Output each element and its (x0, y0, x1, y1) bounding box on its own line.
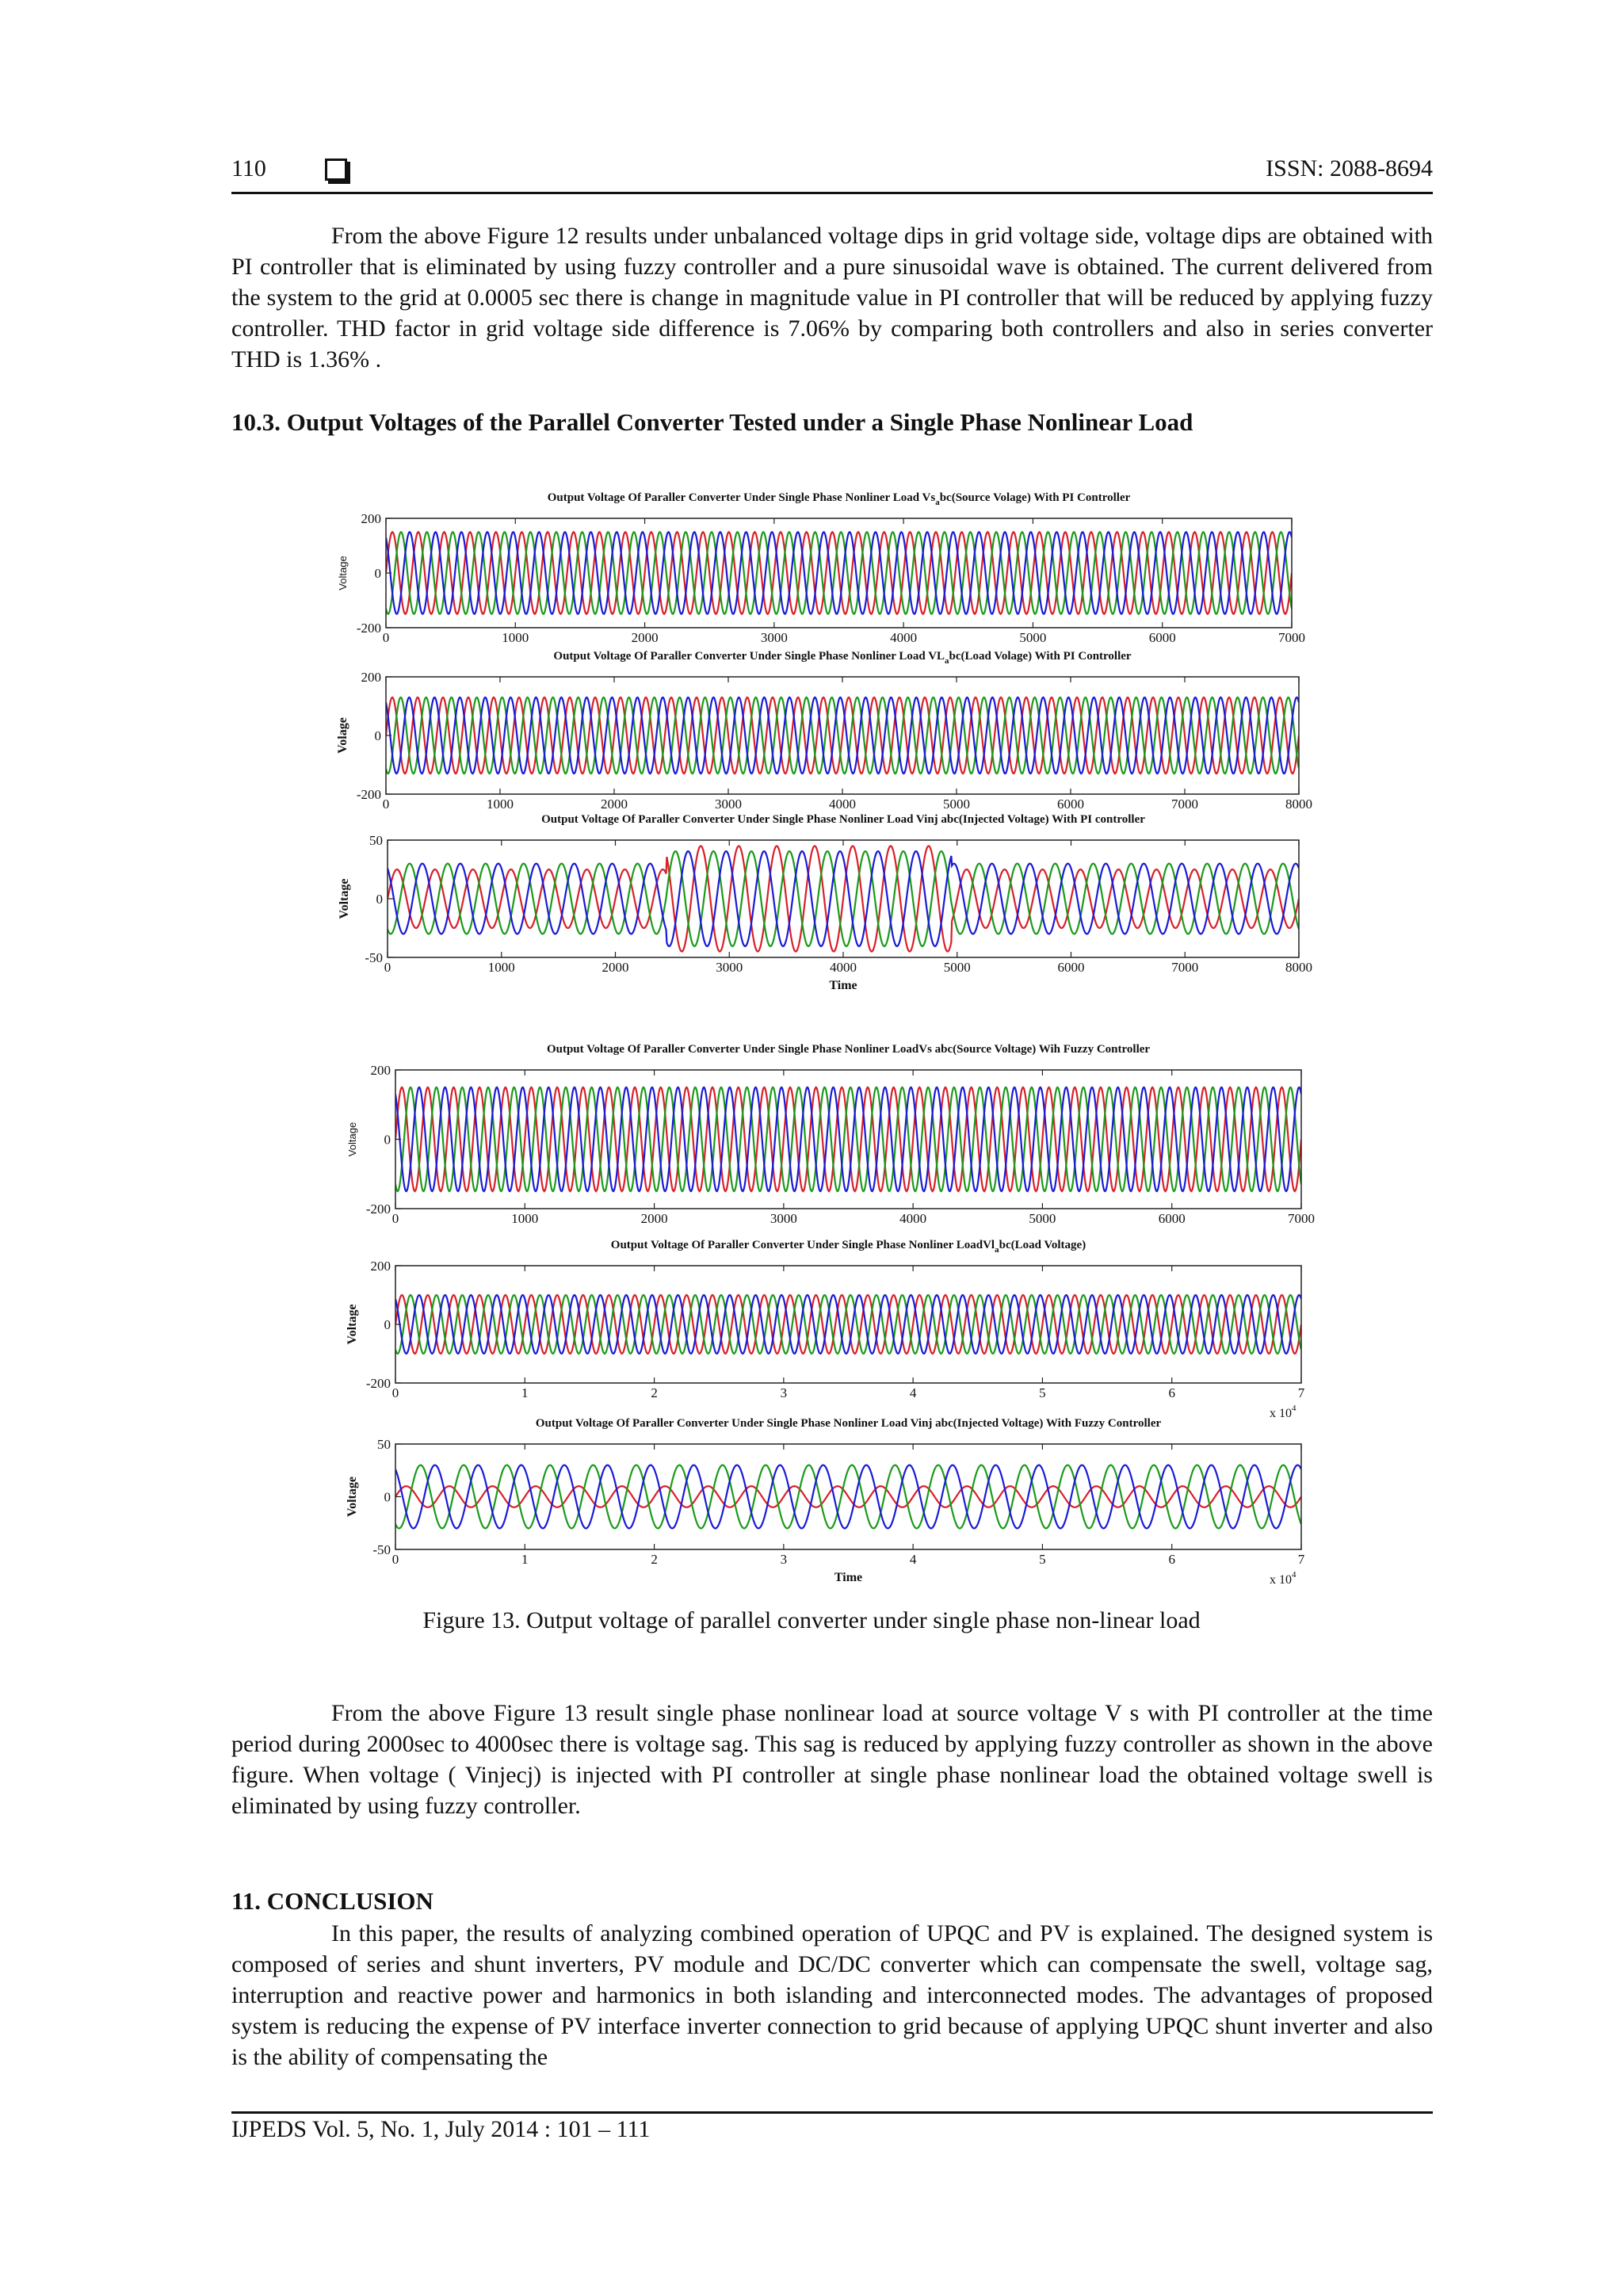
series-phase-a (388, 846, 1299, 951)
figure-13-plots (317, 476, 1331, 1617)
x-tick-label: 0 (391, 1552, 399, 1567)
x-tick-label: 0 (391, 1385, 399, 1400)
panel-title: Output Voltage Of Paraller Converter Under Single Phase Nonliner Load $VL_abc(Load$ Volage) With PI Controller (553, 650, 1132, 666)
x-tick-label: 8000 (1285, 797, 1312, 812)
x-tick-label: 0 (384, 960, 391, 975)
x-tick-label: 5000 (1019, 630, 1047, 645)
y-tick-label: 0 (374, 566, 381, 581)
y-axis-label: Volage (336, 717, 349, 754)
paragraph-figure-13-discussion: From the above Figure 13 result single phase nonlinear load at source voltage V s with PI controller at the time period during 2000sec to 4000sec there is voltage sag. This sag is reduced by applying fuzzy controller as shown in the above figure. When voltage ( Vinjecj) is injected with PI controller at single phase nonlinear load the obtained voltage swell is eliminated by using fuzzy controller. (231, 1700, 1433, 1819)
x-tick-label: 5000 (1029, 1211, 1056, 1226)
y-tick-label: -50 (365, 950, 383, 965)
x-tick-label: 5 (1039, 1385, 1046, 1400)
x-tick-label: 1000 (502, 630, 529, 645)
header-rule (231, 192, 1433, 194)
y-tick-label: -50 (372, 1542, 391, 1557)
x-tick-label: 1 (521, 1385, 529, 1400)
x-tick-label: 6000 (1158, 1211, 1186, 1226)
plot-panel-3 (338, 813, 1312, 992)
paragraph-conclusion: In this paper, the results of analyzing combined operation of UPQC and PV is explained. The designed system is composed of series and shunt inverters, PV module and DC/DC converter which can compensate the swell, voltage sag, interruption and reactive power and harmonics in both islanding and interconnected modes. The advantages of proposed system is reducing the expense of PV interface inverter connection to grid because of applying UPQC shunt inverter and also is the ability of compensating the (231, 1920, 1433, 2070)
x-tick-label: 2000 (631, 630, 659, 645)
x-tick-label: 2000 (601, 797, 628, 812)
x-tick-label: 3000 (716, 960, 743, 975)
x-tick-label: 2000 (640, 1211, 668, 1226)
issn: ISSN: 2088-8694 (1266, 155, 1433, 181)
y-tick-label: -200 (365, 1376, 391, 1391)
x-tick-label: 7000 (1278, 630, 1305, 645)
x-tick-label: 4000 (899, 1211, 927, 1226)
x-tick-label: 4000 (890, 630, 918, 645)
x-axis-label: Time (829, 979, 857, 992)
y-tick-label: 0 (374, 728, 381, 743)
y-tick-label: -200 (365, 1201, 391, 1217)
x-tick-label: 3000 (715, 797, 742, 812)
x-tick-label: 0 (382, 797, 390, 812)
y-axis-label: Voltage (346, 1477, 359, 1517)
x-tick-label: 7000 (1171, 960, 1199, 975)
figure-13 (317, 476, 1331, 1617)
checkbox-icon (325, 159, 347, 181)
x-tick-label: 1000 (487, 797, 514, 812)
y-axis-label: Voltage (346, 1121, 358, 1157)
panel-title: Output Voltage Of Paraller Converter Under Single Phase Nonliner Load Vinj abc(Injected Voltage) With Fuzzy Controller (535, 1417, 1162, 1430)
section-heading-10-3: 10.3. Output Voltages of the Parallel Converter Tested under a Single Phase Nonlinear Load (231, 408, 1193, 436)
footer-citation: IJPEDS Vol. 5, No. 1, July 2014 : 101 – 111 (231, 2116, 651, 2142)
x-axis-exponent: x $10^4$ (1270, 1570, 1296, 1587)
x-tick-label: 7000 (1288, 1211, 1315, 1226)
y-tick-label: -200 (356, 787, 381, 802)
x-tick-label: 2000 (601, 960, 629, 975)
plot-panel-5 (346, 1239, 1305, 1420)
x-tick-label: 4 (909, 1552, 917, 1567)
y-tick-label: 0 (376, 892, 383, 907)
x-axis-label: Time (834, 1571, 863, 1584)
y-tick-label: 0 (384, 1489, 391, 1505)
y-tick-label: 200 (361, 670, 381, 685)
x-tick-label: 1000 (487, 960, 515, 975)
x-tick-label: 0 (391, 1211, 399, 1226)
x-tick-label: 1000 (511, 1211, 539, 1226)
x-tick-label: 4000 (829, 797, 856, 812)
page-number: 110 (231, 155, 266, 181)
x-tick-label: 3 (780, 1385, 788, 1400)
y-tick-label: 50 (369, 833, 383, 848)
panel-title: Output Voltage Of Paraller Converter Under Single Phase Nonliner Load $Vs_abc(Source$ Volage) With PI Controller (547, 491, 1131, 507)
y-tick-label: 200 (370, 1259, 391, 1274)
series-phase-a (395, 1295, 1301, 1354)
paragraph-figure-12-discussion: From the above Figure 12 results under unbalanced voltage dips in grid voltage side, voltage dips are obtained with PI controller that is eliminated by using fuzzy controller and a pure sinusoidal wave is obtained. The current delivered from the system to the grid at 0.0005 sec there is change in magnitude value in PI controller that will be reduced by applying fuzzy controller. THD factor in grid voltage side difference is 7.06% by comparing both controllers and also in series converter THD is 1.36% . (231, 223, 1433, 372)
plot-panel-1 (337, 491, 1305, 645)
figure-13-caption: Figure 13. Output voltage of parallel converter under single phase non-linear load (422, 1607, 1201, 1633)
x-tick-label: 3000 (760, 630, 788, 645)
y-axis-label: Voltage (346, 1304, 359, 1345)
x-tick-label: 6000 (1057, 797, 1084, 812)
y-tick-label: 0 (384, 1132, 391, 1148)
x-tick-label: 0 (382, 630, 390, 645)
x-tick-label: 7000 (1171, 797, 1198, 812)
series-phase-a (395, 1087, 1301, 1191)
y-tick-label: 50 (377, 1437, 391, 1452)
x-tick-label: 5000 (943, 797, 970, 812)
plot-panel-6 (346, 1417, 1305, 1587)
x-tick-label: 3 (780, 1552, 788, 1567)
x-tick-label: 7 (1297, 1385, 1305, 1400)
x-tick-label: 7 (1297, 1552, 1305, 1567)
y-axis-label: Voltage (337, 556, 349, 590)
x-tick-label: 5000 (943, 960, 971, 975)
footer-rule (231, 2111, 1433, 2114)
y-tick-label: 0 (384, 1317, 391, 1332)
y-tick-label: -200 (356, 621, 381, 636)
panel-title: Output Voltage Of Paraller Converter Under Single Phase Nonliner LoadVs abc(Source Voltage) Wih Fuzzy Controller (546, 1043, 1151, 1056)
section-heading-conclusion: 11. CONCLUSION (231, 1887, 433, 1915)
x-tick-label: 6 (1168, 1552, 1175, 1567)
series-phase-a (386, 532, 1292, 614)
y-tick-label: 200 (361, 511, 381, 526)
series-phase-a (386, 697, 1299, 774)
x-tick-label: 6 (1168, 1385, 1175, 1400)
x-tick-label: 3000 (769, 1211, 797, 1226)
x-tick-label: 4 (909, 1385, 917, 1400)
panel-title: Output Voltage Of Paraller Converter Under Single Phase Nonliner LoadVl$_a$bc(Load Voltage) (610, 1239, 1086, 1255)
x-tick-label: 6000 (1057, 960, 1085, 975)
x-tick-label: 5 (1039, 1552, 1046, 1567)
x-tick-label: 2 (651, 1385, 658, 1400)
y-tick-label: 200 (370, 1063, 391, 1078)
y-axis-label: Voltage (338, 878, 351, 919)
x-tick-label: 1 (521, 1552, 529, 1567)
plot-panel-4 (346, 1043, 1315, 1226)
x-tick-label: 4000 (830, 960, 857, 975)
x-tick-label: 2 (651, 1552, 658, 1567)
panel-title: Output Voltage Of Paraller Converter Under Single Phase Nonliner Load Vinj abc(Injected Voltage) With PI controller (541, 813, 1145, 826)
x-tick-label: 6000 (1148, 630, 1176, 645)
plot-panel-2 (336, 650, 1312, 812)
x-tick-label: 8000 (1285, 960, 1312, 975)
x-axis-exponent: x $10^4$ (1270, 1404, 1296, 1420)
